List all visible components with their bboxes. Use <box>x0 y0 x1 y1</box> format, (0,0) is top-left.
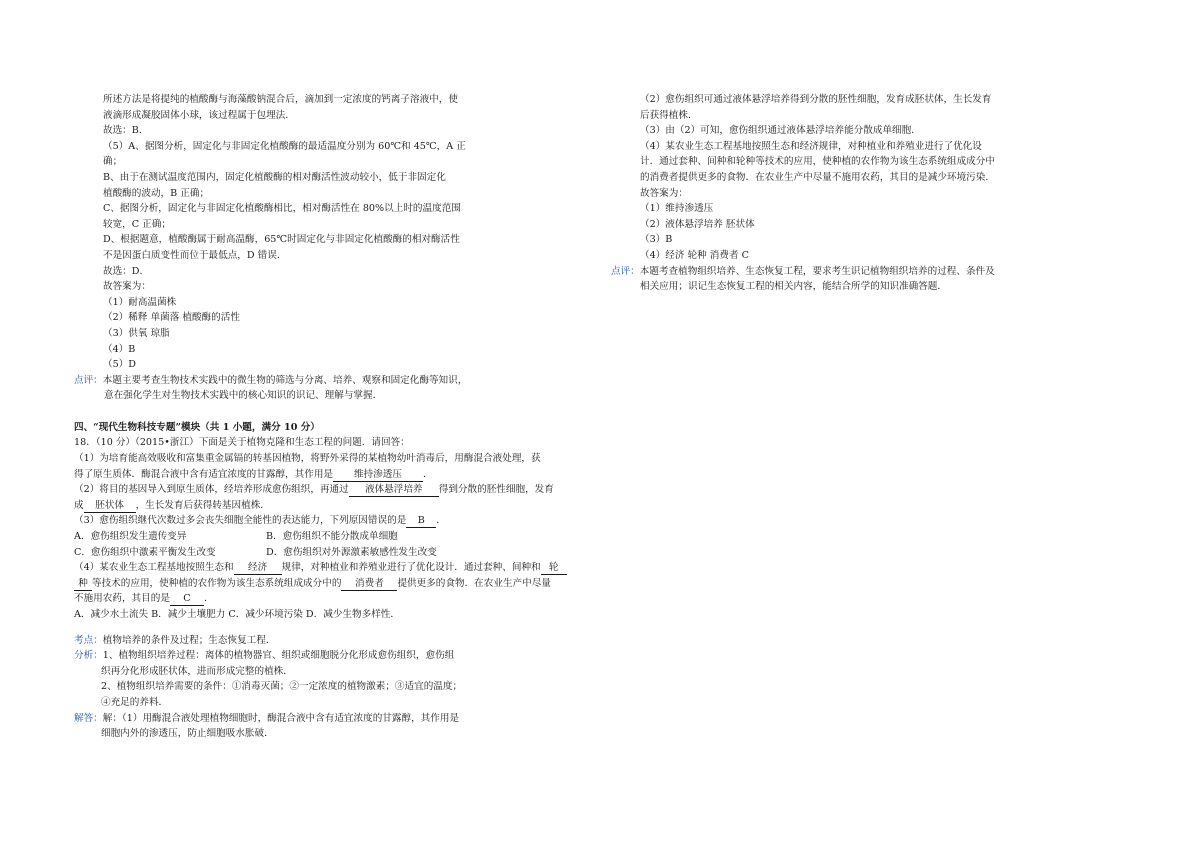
review-text: 本题考查植物组织培养、生态恢复工程，要求考生识记植物组织培养的过程、条件及 <box>639 265 995 277</box>
text-line: C、据图分析，固定化与非固定化植酸酶相比，相对酶活性在 80%以上时的温度范围 <box>103 203 461 215</box>
analysis-line: 2、植物组织培养需要的条件：①消毒灭菌；②一定浓度的植物激素；③适宜的温度； <box>101 681 463 693</box>
answer-blank: 经济 <box>234 561 282 575</box>
text-line: 不是因蛋白质变性而位于最低点，D 错误． <box>103 249 287 261</box>
right-column <box>611 92 1033 295</box>
answer-line: （1）维持渗透压 <box>640 203 714 215</box>
text-line: 故选：D． <box>103 265 150 277</box>
kaodian-line <box>74 633 594 649</box>
left-column <box>74 92 594 742</box>
question-text: 不施用农药，其目的是 <box>74 593 170 605</box>
answer-blank: 胚状体 <box>84 499 136 513</box>
analysis-tag: 分析： <box>74 650 103 662</box>
question-line <box>74 560 594 576</box>
section-title: 四、“现代生物科技专题”模块（共 1 小题，满分 10 分） <box>74 421 320 433</box>
option-a: A．愈伤组织发生遗传变异 <box>74 531 187 543</box>
question-text: （2）将目的基因导入到原生质体，经培养形成愈伤组织，再通过 <box>74 484 349 496</box>
question-line <box>74 482 594 498</box>
option-d: D．愈伤组织对外源激素敏感性发生改变 <box>266 546 437 558</box>
question-line: （1）为培育能高效吸收和富集重金属镉的转基因植物，将野外采得的某植物幼叶消毒后，用酶混合液处理，获 <box>74 453 541 465</box>
option-line: A．减少水土流失 B．减少土壤肥力 C．减少环境污染 D．减少生物多样性． <box>74 609 400 620</box>
option-line <box>74 545 594 561</box>
solution-text: 解：（1）用酶混合液处理植物细胞时，酶混合液中含有适宜浓度的甘露醇，其作用是 <box>102 712 460 724</box>
review-tag: 点评： <box>611 265 640 277</box>
question-text: ，生长发育后获得转基因植株． <box>135 499 270 511</box>
text-line: 故选：B． <box>103 125 149 137</box>
solution-line: 细胞内外的渗透压，防止细胞吸水胀破． <box>101 728 274 740</box>
text-line: 植酸酶的波动，B 正确； <box>103 187 210 199</box>
question-line <box>74 591 594 607</box>
question-text: 成 <box>74 499 84 511</box>
solution-tag: 解答： <box>74 712 103 724</box>
text-line: （4）某农业生态工程基地按照生态和经济规律，对种植业和养殖业进行了优化设 <box>640 140 982 152</box>
review-text: 本题主要考查生物技术实践中的微生物的筛选与分离、培养、观察和固定化酶等知识， <box>102 374 468 386</box>
answer-line: （4）B <box>103 343 136 355</box>
question-text: 等技术的应用，使种植的农作物为该生态系统组成成分中的 <box>92 577 342 589</box>
option-c: C．愈伤组织中激素平衡发生改变 <box>74 546 216 558</box>
text-line: 确； <box>103 156 123 168</box>
text-line: 液滴形成凝胶固体小球，该过程属于包埋法． <box>103 109 295 121</box>
text-line: （5）A、据图分析，固定化与非固定化植酸酶的最适温度分别为 60℃和 45℃，A 正 <box>103 140 466 152</box>
answer-line: （3）供氧 琼脂 <box>103 327 170 339</box>
analysis-line <box>74 648 594 664</box>
text-line: 后获得植株． <box>640 109 698 121</box>
question-text: ． <box>423 468 433 480</box>
review-line <box>611 264 1033 280</box>
review-tag: 点评： <box>74 374 103 386</box>
answer-line: （5）D <box>103 359 136 371</box>
question-text: 提供更多的食物．在农业生产中尽量 <box>397 577 551 589</box>
text-line: B、由于在测试温度范围内，固定化植酸酶的相对酶活性波动较小，低于非固定化 <box>103 171 446 183</box>
answer-line: （3）B <box>640 234 673 246</box>
text-line: 所述方法是将提纯的植酸酶与海藻酸钠混合后，滴加到一定浓度的钙离子溶液中，使 <box>103 94 458 105</box>
review-line: 意在强化学生对生物技术实践中的核心知识的识记、理解与掌握． <box>104 390 383 402</box>
option-b: B．愈伤组织不能分散成单细胞 <box>266 531 398 543</box>
text-line: （3）由（2）可知，愈伤组织通过液体悬浮培养能分散成单细胞． <box>640 125 921 137</box>
text-line: 故答案为： <box>640 187 688 199</box>
answer-blank: 轮 <box>541 561 567 575</box>
text-line: 的消费者提供更多的食物．在农业生产中尽量不施用农药，其目的是减少环境污染． <box>640 171 995 183</box>
solution-line <box>74 711 594 727</box>
answer-line: （2）稀释 单菌落 植酸酶的活性 <box>103 312 240 324</box>
answer-blank: 液体悬浮培养 <box>349 483 439 497</box>
kaodian-text: 植物培养的条件及过程；生态恢复工程． <box>102 634 276 646</box>
text-line: 故答案为： <box>103 281 151 293</box>
option-line <box>74 529 594 545</box>
question-line <box>74 576 594 592</box>
answer-line: （1）耐高温菌株 <box>103 296 177 308</box>
question-line <box>74 467 594 483</box>
answer-blank: 维持渗透压 <box>333 468 423 482</box>
question-head: 18．（10 分）（2015•浙江）下面是关于植物克隆和生态工程的问题．请回答： <box>74 437 410 449</box>
review-line <box>74 373 594 389</box>
kaodian-tag: 考点： <box>74 634 103 646</box>
question-text: （4）某农业生态工程基地按照生态和 <box>74 562 234 574</box>
text-line: （2）愈伤组织可通过液体悬浮培养得到分散的胚性细胞，发育成胚状体，生长发育 <box>640 94 992 105</box>
analysis-line: ④充足的养料． <box>101 696 169 708</box>
review-line: 相关应用；识记生态恢复工程的相关内容，能结合所学的知识准确答题． <box>640 281 947 293</box>
question-text: 规律，对种植业和养殖业进行了优化设计．通过套种、间种和 <box>281 562 541 574</box>
question-line <box>74 513 594 529</box>
answer-line: （4）经济 轮种 消费者 C <box>640 249 749 261</box>
answer-blank: B <box>406 514 436 528</box>
answer-blank: C <box>170 592 204 606</box>
question-text: ． <box>203 593 214 605</box>
text-line: D、根据题意，植酸酶属于耐高温酶，65℃时固定化与非固定化植酸酶的相对酶活性 <box>103 234 460 246</box>
question-text: （3）愈伤组织继代次数过多会丧失细胞全能性的表达能力，下列原因错误的是 <box>74 515 407 527</box>
text-line: 计．通过套种、间种和轮种等技术的应用，使种植的农作物为该生态系统组成成分中 <box>640 156 995 168</box>
question-text: 得了原生质体．酶混合液中含有适宜浓度的甘露醇，其作用是 <box>74 468 334 480</box>
question-text: ． <box>436 515 446 527</box>
answer-line: （2）液体悬浮培养 胚状体 <box>640 218 755 230</box>
analysis-text: 1、植物组织培养过程：离体的植物器官、组织或细胞脱分化形成愈伤组织，愈伤组 <box>102 650 455 662</box>
question-line <box>74 498 594 514</box>
question-text: 得到分散的胚性细胞，发育 <box>438 484 554 496</box>
analysis-line: 织再分化形成胚状体，进而形成完整的植株． <box>101 665 293 677</box>
answer-blank: 种 <box>74 577 92 591</box>
text-line: 较宽，C 正确； <box>103 218 171 230</box>
answer-blank: 消费者 <box>341 577 397 591</box>
